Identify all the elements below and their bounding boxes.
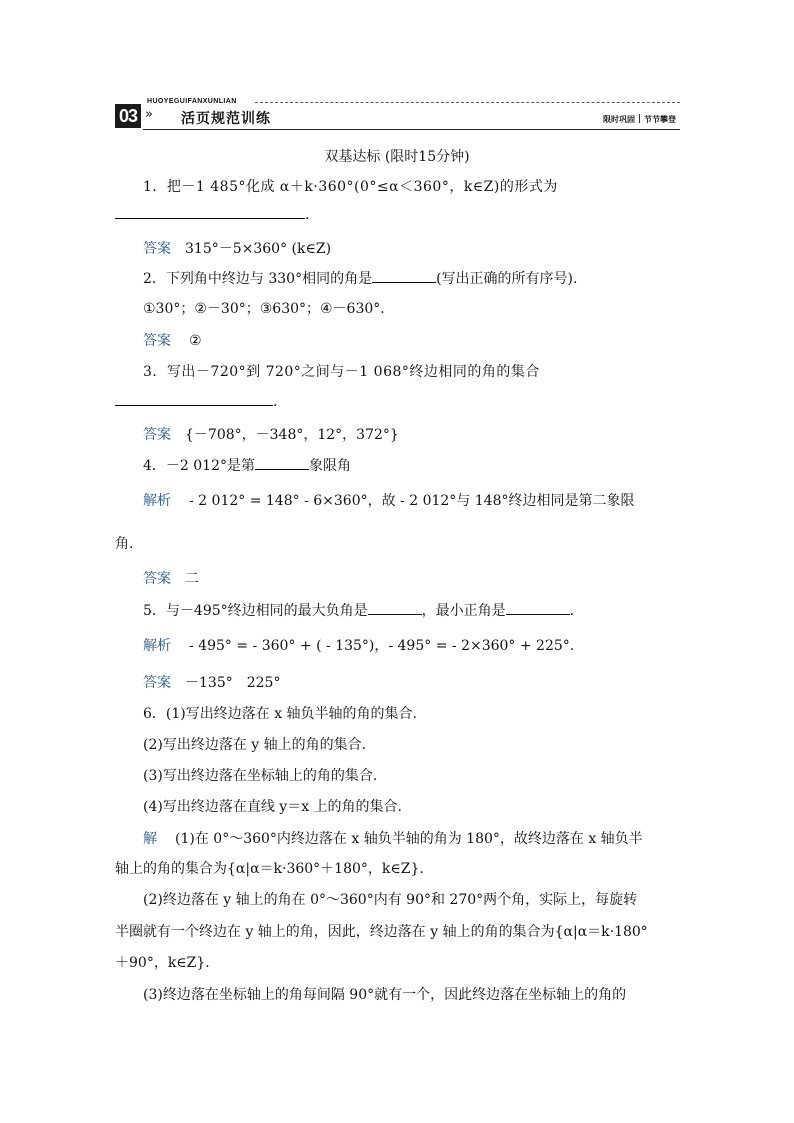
header-rule [143, 129, 680, 130]
header-tag-divider [639, 114, 640, 123]
solution-part-2-continued: 半圈就有一个终边在 y 轴上的角，因此，终边落在 y 轴上的角的集合为{α|α＝k·180° [115, 924, 648, 940]
header-pinyin: HUOYEGUIFANXUNLIAN [147, 98, 237, 105]
question-4: 4．－2 012°是第 象限角 [143, 458, 351, 474]
answer-label: 答案 [143, 571, 171, 587]
answer-4: 答案 二 [143, 571, 199, 587]
header-dashed-rule [255, 102, 680, 103]
page-header [115, 96, 680, 132]
question-3: 3．写出－720°到 720°之间与－1 068°终边相同的角的集合 [143, 364, 540, 380]
solution-part-1: 解 (1)在 0°～360°内终边落在 x 轴负半轴的角为 180°，故终边落在 x 轴负半 [143, 831, 643, 847]
section-subtitle: 双基达标 (限时15分钟) [324, 149, 470, 165]
answer-2: 答案 ② [143, 333, 202, 349]
header-title: 活页规范训练 [181, 111, 271, 127]
answer-label: 答案 [143, 333, 171, 349]
question-6-part-4: (4)写出终边落在直线 y＝x 上的角的集合. [143, 799, 402, 815]
answer-1: 答案 315°－5×360° (k∈Z) [143, 241, 332, 257]
question-6-part-2: (2)写出终边落在 y 轴上的角的集合. [143, 737, 367, 753]
answer-blank [368, 602, 422, 615]
solution-label: 解 [143, 831, 157, 847]
analysis-4: 解析 - 2 012° = 148° - 6×360°，故 - 2 012°与 148°终边相同是第二象限 [143, 493, 635, 509]
question-1-blank-line: . [115, 206, 309, 223]
solution-part-2: (2)终边落在 y 轴上的角在 0°～360°内有 90°和 270°两个角，实际上，每旋转 [143, 892, 638, 908]
question-3-blank-line: . [115, 393, 277, 410]
answer-5: 答案 －135° 225° [143, 675, 281, 691]
header-tag-b: 节节攀登 [644, 115, 676, 124]
analysis-label: 解析 [143, 638, 171, 654]
answer-3: 答案 {－708°，－348°，12°，372°} [143, 427, 399, 443]
analysis-label: 解析 [143, 493, 171, 509]
header-tags [603, 114, 676, 125]
solution-part-2-end: ＋90°，k∈Z}. [115, 955, 210, 971]
question-5: 5．与－495°终边相同的最大负角是 ，最小正角是 . [143, 603, 575, 619]
question-6-part-1: 6．(1)写出终边落在 x 轴负半轴的角的集合. [143, 706, 417, 722]
analysis-4-continued: 角． [115, 536, 143, 552]
analysis-5: 解析 - 495° = - 360° + ( - 135°)，- 495° = - 2×360° + 225°. [143, 638, 575, 654]
answer-label: 答案 [143, 241, 171, 257]
answer-blank [255, 457, 309, 470]
answer-blank [115, 206, 305, 219]
answer-blank [115, 393, 273, 406]
solution-part-1-continued: 轴上的角的集合为{α|α＝k·360°＋180°，k∈Z}. [115, 861, 424, 877]
question-2: 2．下列角中终边与 330°相同的角是 (写出正确的所有序号). [143, 271, 578, 287]
answer-label: 答案 [143, 675, 171, 691]
answer-blank [372, 270, 436, 283]
header-tag-a: 限时巩固 [603, 115, 635, 124]
section-number-badge: 03 [115, 104, 141, 128]
chevron-icon: » [145, 107, 153, 122]
answer-label: 答案 [143, 427, 171, 443]
question-2-options: ①30°；②－30°；③630°；④－630°. [143, 301, 385, 317]
question-6-part-3: (3)写出终边落在坐标轴上的角的集合. [143, 768, 378, 784]
answer-blank [506, 602, 570, 615]
solution-part-3: (3)终边落在坐标轴上的角每间隔 90°就有一个，因此终边落在坐标轴上的角的 [143, 987, 627, 1003]
question-1: 1．把－1 485°化成 α＋k·360°(0°≤α＜360°，k∈Z)的形式为 [143, 179, 558, 195]
